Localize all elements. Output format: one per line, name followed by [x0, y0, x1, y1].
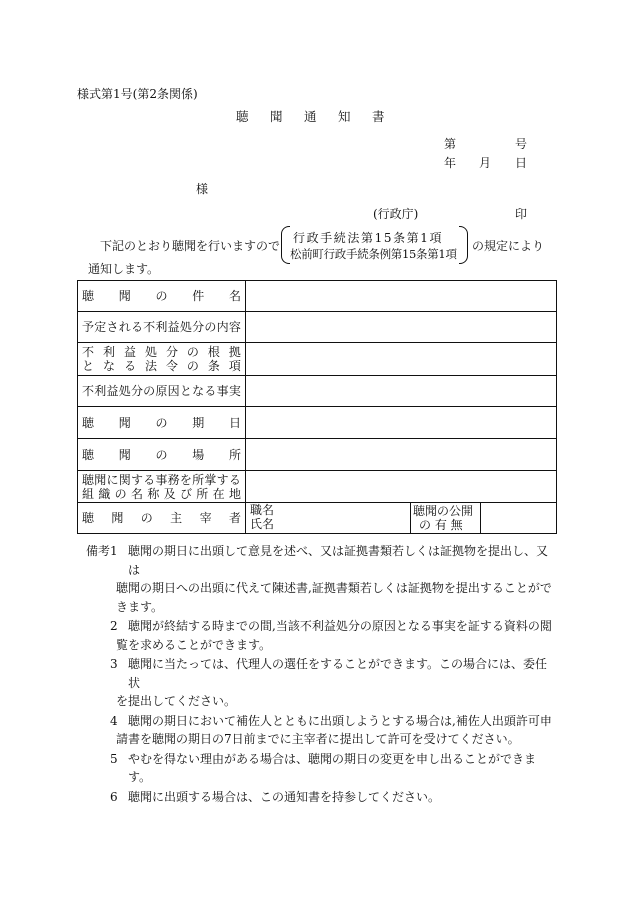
presider-cell[interactable]: [246, 503, 411, 534]
label-char: 条: [207, 359, 220, 373]
label-char: る: [228, 472, 241, 487]
label-char: な: [102, 359, 115, 373]
label-char: 項: [228, 359, 241, 373]
label-char: 利: [102, 345, 115, 359]
jus-label: [82, 448, 241, 462]
label-char: 処: [179, 320, 192, 334]
label-line: [82, 473, 241, 487]
row-label: [78, 376, 246, 407]
label-char: 日: [228, 415, 241, 430]
note-line: やむを得ない理由がある場合は、聴聞の期日の変更を申し出ることができます。: [128, 751, 537, 784]
label-char: 名: [130, 486, 143, 501]
label-char: 事: [155, 472, 168, 487]
table-row: [78, 376, 557, 407]
jus-label: [82, 384, 241, 398]
label-char: 実: [228, 384, 241, 398]
label-char: 組: [82, 486, 95, 501]
intro-lead: 下記のとおり聴聞を行いますので: [100, 239, 281, 253]
value-cell-facts[interactable]: [246, 376, 557, 407]
label-char: 関: [118, 472, 131, 487]
label-char: 益: [167, 320, 180, 334]
label-char: 者: [228, 511, 241, 525]
note-line: 聴聞の期日に出頭して意見を述べ、又は証拠書類若しくは証拠物を提出し、又は: [128, 544, 549, 577]
table-row: [78, 343, 557, 376]
label-char: の: [143, 384, 156, 398]
presider-title-label: 職名: [250, 503, 275, 517]
label-char: 主: [170, 511, 183, 525]
label-char: 聴: [82, 289, 95, 303]
document-title: [236, 110, 406, 124]
table-row: [78, 281, 557, 312]
label-char: 所: [228, 447, 241, 462]
form-id: 様式第1号(第2条関係): [77, 87, 198, 101]
table-row: [78, 312, 557, 343]
label-char: 務: [167, 472, 180, 487]
label-char: に: [106, 472, 119, 487]
label-char: 名: [228, 289, 241, 303]
jus-label: [82, 289, 241, 303]
label-char: る: [130, 320, 143, 334]
note-line: 聴聞に出頭する場合は、この通知書を持参してください。: [128, 789, 441, 804]
label-char: れ: [118, 320, 131, 334]
label-char: 聴: [82, 472, 95, 487]
table-row: [78, 439, 557, 471]
label-line: [82, 359, 241, 373]
value-cell-place[interactable]: [246, 439, 557, 471]
label-char: 聞: [118, 415, 131, 430]
table-row: [78, 407, 557, 439]
label-char: 法: [144, 359, 157, 373]
notes-section: [86, 542, 556, 807]
label-char: の: [155, 415, 168, 430]
brace-right: [459, 226, 468, 264]
label-char: る: [204, 384, 217, 398]
presider-name-label: 氏名: [250, 517, 275, 531]
law-reference-line2: 松前町行政手続条例第15条第1項: [290, 247, 457, 261]
value-cell-legal-basis[interactable]: [246, 343, 557, 376]
note-number: 2: [110, 619, 118, 633]
label-char: 聞: [118, 447, 131, 462]
label-char: る: [123, 359, 136, 373]
note-line: を提出してください。: [116, 694, 237, 708]
label-char: 件: [192, 289, 205, 303]
label-char: 不: [82, 345, 95, 359]
title-char: 知: [338, 109, 351, 124]
label-char: 原: [155, 384, 168, 398]
note-line: 聴聞の期日への出頭に代えて陳述書,証拠書類若しくは証拠物を提出することがで: [116, 581, 552, 595]
table-row: [78, 471, 557, 503]
label-char: 宰: [199, 511, 212, 525]
label-char: の: [155, 289, 168, 303]
public-label-line1: 聴聞の公開: [413, 504, 474, 518]
note-item: [86, 750, 556, 787]
label-char: の: [114, 486, 127, 501]
title-char: 聞: [270, 109, 283, 124]
label-char: 地: [228, 486, 241, 501]
law-reference-line1: 行政手続法第15条第1項: [293, 231, 444, 245]
date-year-label: 年: [444, 156, 457, 170]
value-cell-organization[interactable]: [246, 471, 557, 503]
title-char: 書: [372, 109, 385, 124]
label-char: な: [192, 384, 205, 398]
row-label: [78, 281, 246, 312]
note-line: きます。: [116, 599, 164, 614]
label-char: 因: [167, 384, 180, 398]
label-char: 聞: [118, 289, 131, 303]
note-line: 聴聞が終結する時までの間,当該不利益処分の原因となる事実を証する資料の閲: [128, 619, 552, 633]
label-char: 益: [106, 384, 119, 398]
row-label: [78, 471, 246, 503]
label-char: 定: [94, 320, 107, 334]
note-number: 3: [110, 657, 118, 671]
label-char: 聞: [111, 511, 124, 525]
label-char: 期: [192, 415, 205, 430]
notes-heading: 備考1: [86, 544, 118, 558]
label-char: 在: [212, 486, 225, 501]
label-char: 聞: [94, 472, 107, 487]
label-char: と: [82, 359, 95, 373]
title-char: 通: [304, 109, 317, 124]
row-label: [78, 407, 246, 439]
label-char: 称: [147, 486, 160, 501]
label-char: さ: [106, 320, 119, 334]
note-item: [86, 788, 556, 807]
note-item: [86, 655, 556, 711]
label-char: 聴: [82, 415, 95, 430]
row-label: [78, 343, 246, 376]
label-char: び: [179, 486, 192, 501]
label-char: 益: [123, 345, 136, 359]
number-label: 第: [444, 137, 457, 151]
label-char: 分: [165, 345, 178, 359]
label-char: 処: [144, 345, 157, 359]
note-number: 5: [110, 751, 118, 766]
jus-label: [82, 320, 241, 334]
label-char: す: [216, 472, 229, 487]
label-char: の: [204, 320, 217, 334]
label-char: 令: [165, 359, 178, 373]
label-char: 掌: [204, 472, 217, 487]
agency-label: (行政庁): [373, 207, 419, 221]
label-char: 拠: [228, 345, 241, 359]
label-char: の: [186, 345, 199, 359]
label-char: 分: [192, 320, 205, 334]
table-row: [78, 503, 557, 534]
seal-label: 印: [515, 207, 528, 221]
jus-label: [82, 511, 241, 525]
addressee-suffix: 様: [196, 182, 209, 196]
label-line: [82, 487, 241, 501]
label-line: [82, 345, 241, 359]
jus-label: [82, 416, 241, 430]
note-line: 請書を聴聞の期日の7日前までに主宰者に提出して許可を受けてください。: [116, 732, 520, 746]
label-char: を: [179, 472, 192, 487]
intro-line2: 通知します。: [88, 262, 160, 276]
label-char: 聴: [82, 511, 95, 525]
row-label: [78, 439, 246, 471]
label-char: 場: [192, 447, 205, 462]
value-cell-planned-disposition[interactable]: [246, 312, 557, 343]
note-line: 聴聞に当たっては、代理人の選任をすることができます。この場合には、委任状: [128, 657, 548, 690]
label-char: 処: [118, 384, 131, 398]
label-char: 所: [196, 486, 209, 501]
value-cell-case-name[interactable]: [246, 281, 557, 312]
public-label-cell: [411, 503, 481, 534]
label-char: 所: [192, 472, 205, 487]
row-label: [78, 503, 246, 534]
label-char: の: [186, 359, 199, 373]
intro-tail: の規定により: [472, 239, 545, 253]
label-char: の: [155, 447, 168, 462]
date-day-label: 日: [515, 156, 528, 170]
label-char: 事: [216, 384, 229, 398]
label-char: と: [179, 384, 192, 398]
label-char: 分: [130, 384, 143, 398]
label-char: 不: [143, 320, 156, 334]
value-cell-date[interactable]: [246, 407, 557, 439]
title-char: 聴: [236, 109, 249, 124]
label-char: 利: [94, 384, 107, 398]
jus2-label: [82, 473, 241, 501]
label-char: 内: [216, 320, 229, 334]
label-char: 織: [98, 486, 111, 501]
law-reference-brace: [281, 226, 468, 264]
note-line: 覧を求めることができます。: [116, 637, 272, 652]
note-item: [86, 617, 556, 654]
label-char: 根: [207, 345, 220, 359]
note-number: 4: [110, 713, 118, 728]
label-char: 及: [163, 486, 176, 501]
label-char: す: [130, 472, 143, 487]
label-char: 予: [82, 320, 95, 334]
note-number: 6: [110, 789, 118, 804]
jus2-label: [82, 345, 241, 373]
public-label-line2: の 有 無: [419, 518, 463, 532]
label-char: の: [140, 511, 153, 525]
value-cell-public[interactable]: [481, 503, 557, 534]
label-char: る: [143, 472, 156, 487]
hearing-details-table: [77, 280, 557, 534]
note-line: 聴聞の期日において補佐人とともに出頭しようとする場合は,補佐人出頭許可申: [128, 713, 552, 728]
note-item: [86, 712, 556, 749]
row-label: [78, 312, 246, 343]
date-month-label: 月: [479, 156, 492, 170]
label-char: 不: [82, 384, 95, 398]
number-suffix: 号: [515, 137, 528, 151]
label-char: 聴: [82, 447, 95, 462]
brace-left: [281, 226, 290, 264]
label-char: 利: [155, 320, 168, 334]
note-item: [86, 542, 556, 616]
label-char: 容: [228, 320, 241, 334]
